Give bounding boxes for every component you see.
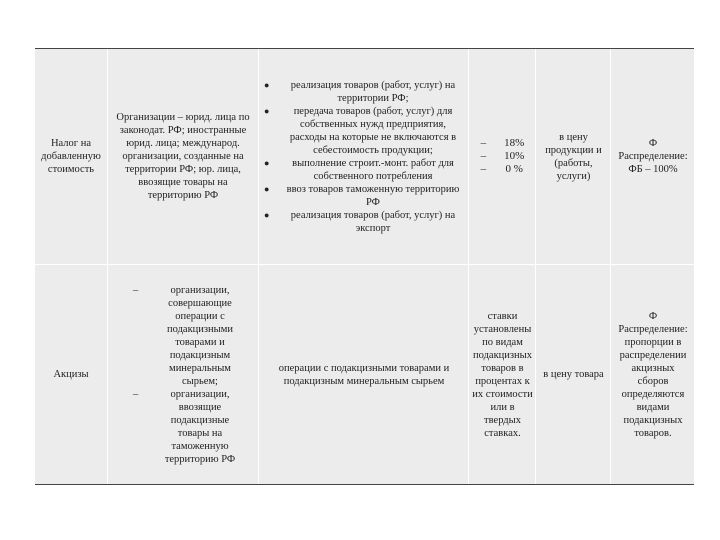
column-divider xyxy=(610,49,611,484)
bullet-icon: ● xyxy=(264,79,270,90)
list-item xyxy=(264,183,462,209)
object-text: операции с подакцизными товарами и подакцизным минеральным сырьем xyxy=(278,362,450,387)
bullet-icon: ● xyxy=(264,209,270,220)
payers-excise xyxy=(109,265,257,484)
rate-values xyxy=(504,137,524,176)
tax-name-vat xyxy=(35,49,107,264)
object-item-text: передача товаров (работ, услуг) для собственных нужд предприятия, расходы на которые не включаются в себестоимость продукции; xyxy=(289,105,457,156)
dash-mark: – xyxy=(480,163,487,175)
rate-value: 18% xyxy=(504,137,525,149)
source-text: в цену продукции и (работы, услуги) xyxy=(545,131,602,182)
dash-mark: – xyxy=(480,150,487,162)
dash-mark: – xyxy=(133,388,139,400)
list-item xyxy=(264,79,462,105)
dash-mark: – xyxy=(480,137,487,149)
source-excise xyxy=(537,265,610,484)
object-item-text: реализация товаров (работ, услуг) на экспорт xyxy=(290,209,456,234)
list-item xyxy=(264,157,462,183)
object-excise xyxy=(260,265,468,484)
source-text: в цену товара xyxy=(543,369,604,380)
tax-name-text: Налог на добавленную стоимость xyxy=(41,138,101,175)
column-divider xyxy=(107,49,108,484)
distribution-text: Ф Распределение: пропорции в распределении акцизных сборов определяются видами подакцизных товаров. xyxy=(618,310,688,439)
column-divider xyxy=(258,49,259,484)
payer-item-text: организации, совершающие операции с подакцизными товарами и подакцизным минеральным сырьем; xyxy=(167,284,233,387)
object-vat xyxy=(260,49,468,264)
rates-list xyxy=(481,137,525,176)
distribution-vat xyxy=(612,49,694,264)
payer-item-text: организации, ввозящие подакцизные товары на таможенную территорию РФ xyxy=(164,388,236,465)
rate-value: 10% xyxy=(504,150,525,162)
payers-text: Организации – юрид. лица по законодат. РФ; иностранные юрид. лица; международ. организации, созданные на территории РФ; юр. лица, ввозящие товары на территорию РФ xyxy=(116,112,250,201)
bullet-icon: ● xyxy=(264,157,270,168)
rates-text: ставки установлены по видам подакцизных товаров в процентах к их стоимости или в твердых ставках. xyxy=(472,310,533,439)
source-vat xyxy=(537,49,610,264)
distribution-text: Ф Распределение: ФБ – 100% xyxy=(618,138,688,175)
list-item xyxy=(264,105,462,157)
object-item-text: реализация товаров (работ, услуг) на территории РФ; xyxy=(290,79,456,104)
list-item xyxy=(133,284,239,388)
rates-excise xyxy=(470,265,535,484)
list-item xyxy=(264,209,462,235)
object-list xyxy=(264,79,462,235)
payers-vat xyxy=(109,49,257,264)
object-item-text: ввоз товаров таможенную территорию РФ xyxy=(286,183,460,208)
column-divider xyxy=(535,49,536,484)
distribution-excise xyxy=(612,265,694,484)
tax-name-text: Акцизы xyxy=(53,369,89,380)
rates-vat xyxy=(470,49,535,264)
payers-list xyxy=(133,284,239,466)
rate-dashes xyxy=(481,137,487,176)
rate-value: 0 % xyxy=(505,163,523,175)
tax-table xyxy=(35,48,694,485)
object-item-text: выполнение строит.-монт. работ для собственного потребления xyxy=(292,157,454,182)
bullet-icon: ● xyxy=(264,105,270,116)
column-divider xyxy=(468,49,469,484)
bullet-icon: ● xyxy=(264,183,270,194)
tax-name-excise xyxy=(35,265,107,484)
dash-mark: – xyxy=(133,284,139,296)
list-item xyxy=(133,388,239,466)
